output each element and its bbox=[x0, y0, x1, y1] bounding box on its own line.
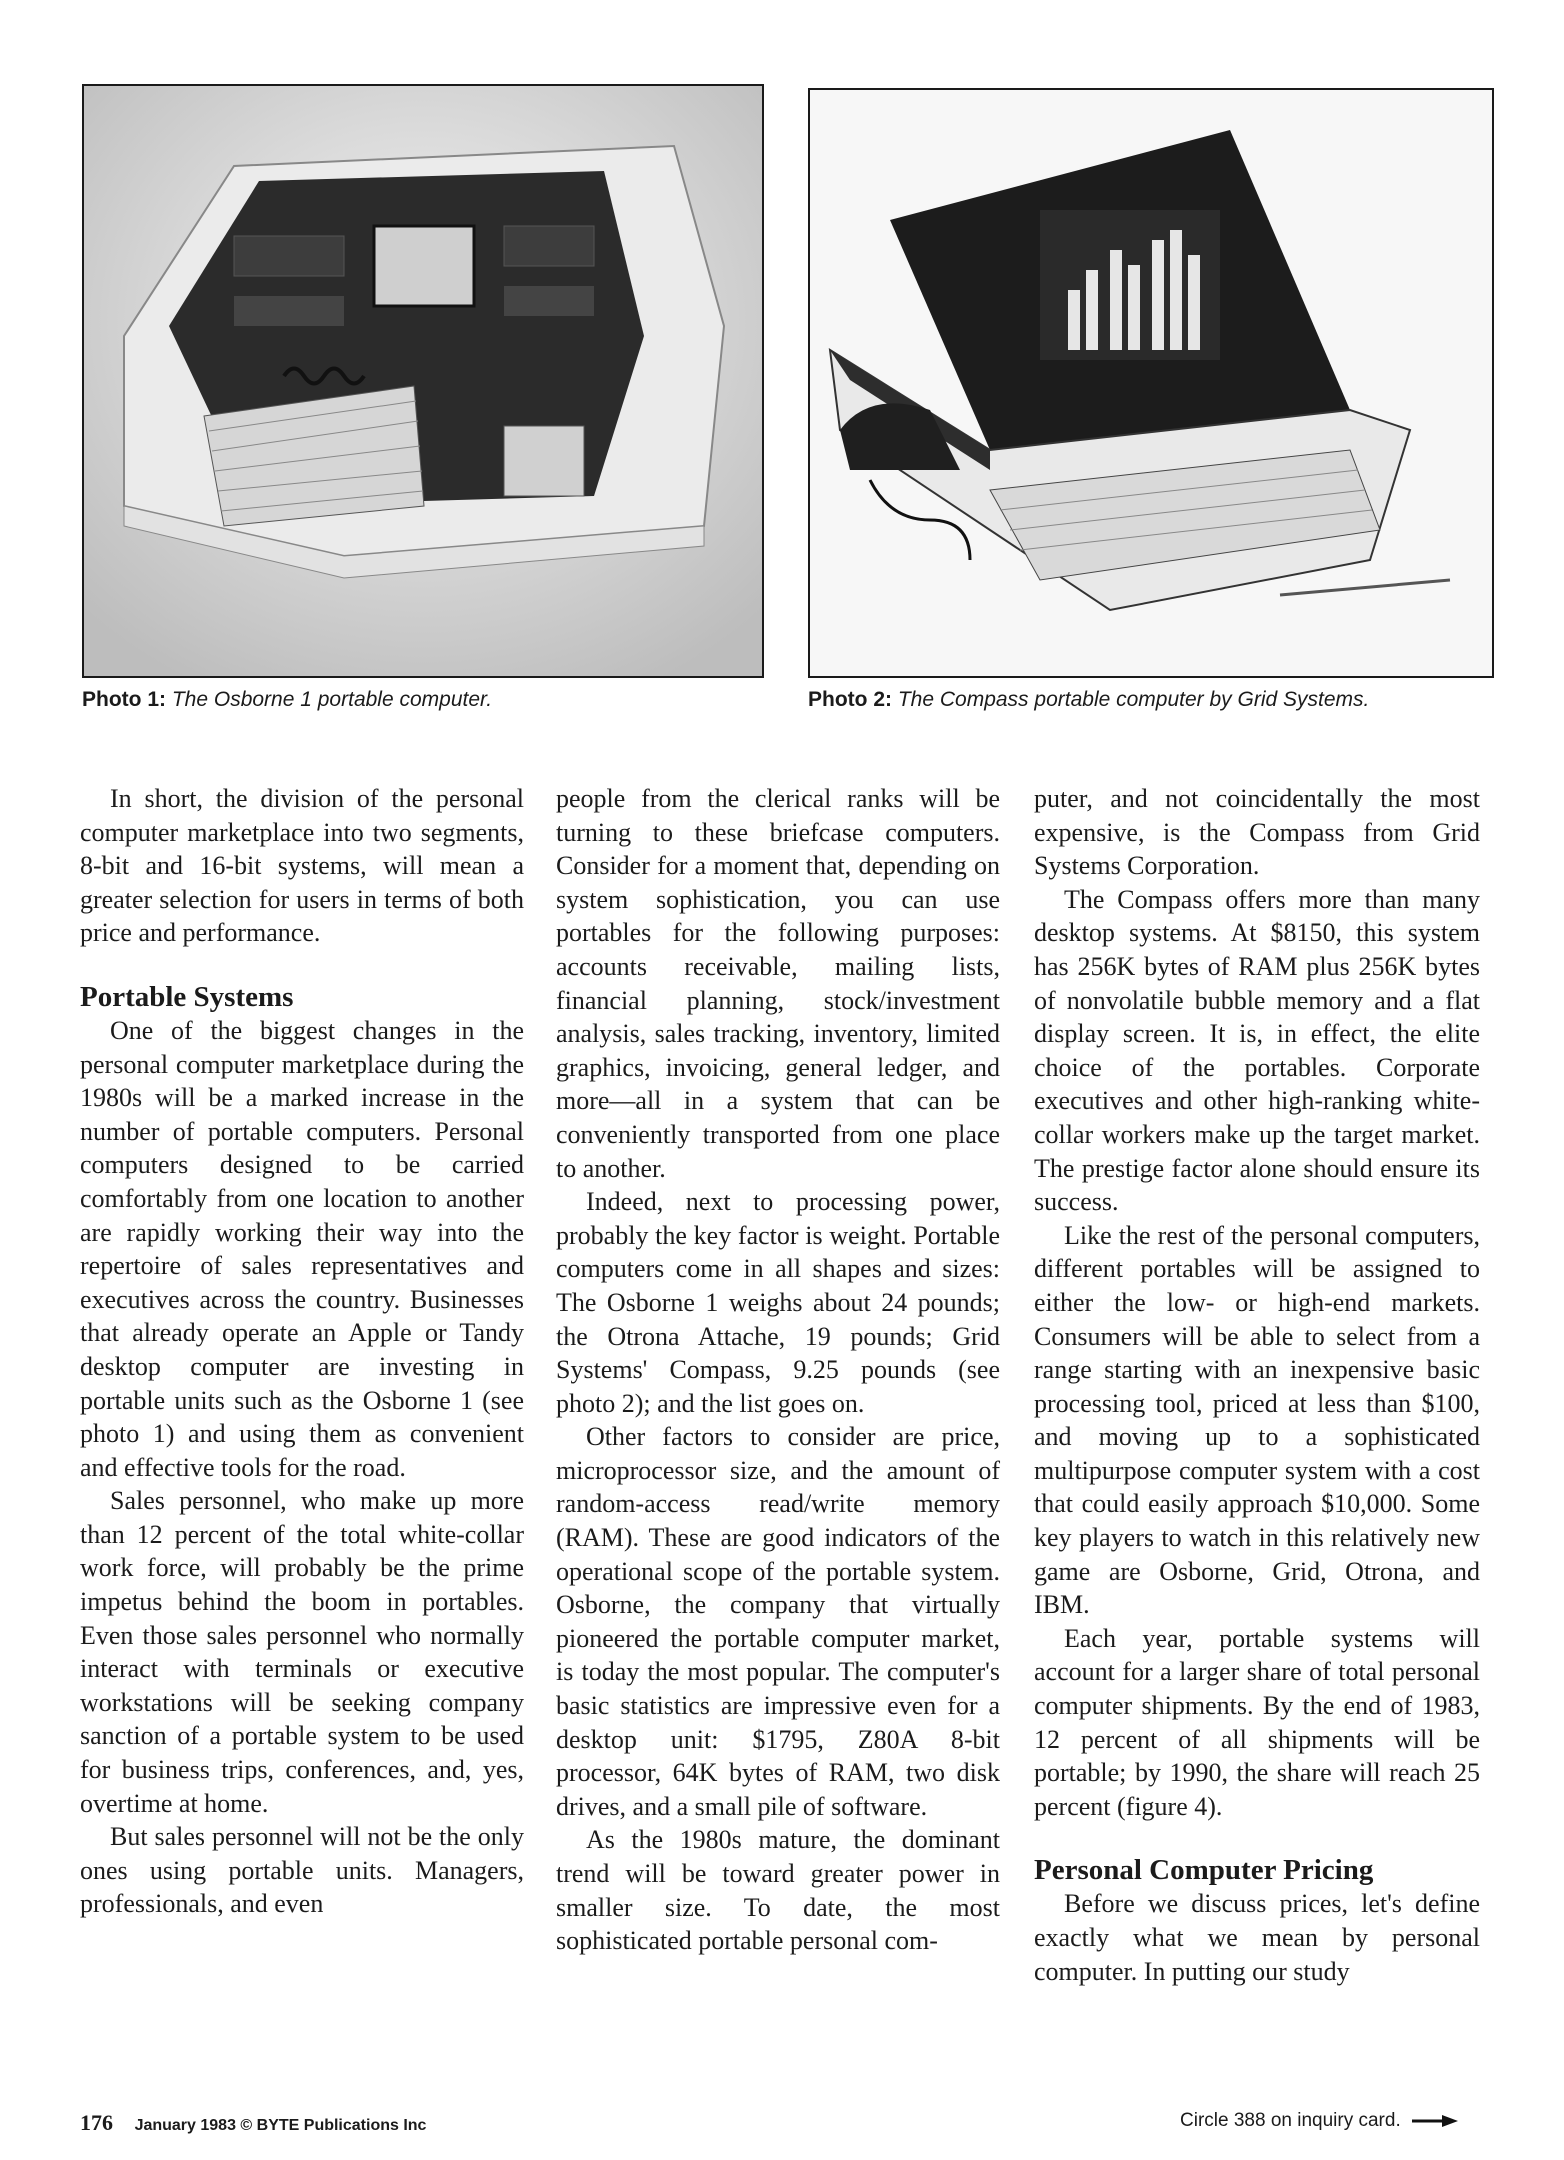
paragraph: Other factors to consider are price, microprocessor size, and the amount of random-access read/write memory (RAM). These are good indicators of the operational scope of the portable system. Osborne, the company that virtually pioneered the portable computer market, is today the most popular. The computer's basic statistics are impressive even for a desktop unit: $1795, Z80A 8-bit processor, 64K bytes of RAM, two disk drives, and a small pile of software. bbox=[556, 1422, 1000, 1821]
page-number: 176 bbox=[80, 2110, 113, 2135]
section-heading: Personal Computer Pricing bbox=[1034, 1854, 1374, 1887]
paragraph: puter, and not coincidentally the most expensive, is the Compass from Grid Systems Corporation. bbox=[1034, 784, 1480, 881]
paragraph: Indeed, next to processing power, probably the key factor is weight. Portable computers come in all shapes and sizes: The Osborne 1 weighs about 24 pounds; the Otrona Attache, 19 pounds; Grid Systems' Compass, 9.25 pounds (see photo 2); and the list goes on. bbox=[556, 1187, 1000, 1418]
page-footer-right bbox=[1180, 2110, 1458, 2132]
photo-osborne-1 bbox=[82, 84, 764, 678]
photo-compass bbox=[808, 88, 1494, 678]
inquiry-card-text: Circle 388 on inquiry card. bbox=[1180, 2110, 1401, 2131]
paragraph: The Compass offers more than many desktop systems. At $8150, this system has 256K bytes of RAM plus 256K bytes of nonvolatile bubble memory and a flat display screen. It is, in effect, the elite choice of the portables. Corporate executives and other high-ranking white-collar workers make up the target market. The prestige factor alone should ensure its success. bbox=[1034, 884, 1480, 1217]
text-column-2 bbox=[556, 782, 1000, 1958]
compass-illustration bbox=[810, 90, 1492, 676]
photo-2-caption-text: The Compass portable computer by Grid Systems. bbox=[897, 688, 1370, 711]
paragraph: In short, the division of the personal computer marketplace into two segments, 8-bit and 16-bit systems, will mean a greater selection for users in terms of both price and performance. bbox=[80, 784, 524, 948]
publication-line: January 1983 © BYTE Publications Inc bbox=[134, 2117, 427, 2134]
text-column-3 bbox=[1034, 782, 1480, 1988]
section-heading: Portable Systems bbox=[80, 980, 294, 1013]
photo-1-caption-text: The Osborne 1 portable computer. bbox=[171, 688, 493, 711]
paragraph: Each year, portable systems will account for a larger share of total personal computer shipments. By the end of 1983, 12 percent of all shipments will be portable; by 1990, the share will reach 25 percent (figure 4). bbox=[1034, 1623, 1480, 1821]
text-column-1 bbox=[80, 782, 524, 1921]
paragraph: But sales personnel will not be the only ones using portable units. Managers, professionals, and even bbox=[80, 1822, 524, 1919]
osborne-illustration bbox=[84, 86, 762, 676]
photo-1-caption bbox=[82, 688, 492, 712]
right-arrow-icon bbox=[1412, 2114, 1458, 2128]
page-footer-left bbox=[80, 2110, 426, 2136]
photo-1-label: Photo 1: bbox=[82, 688, 166, 711]
photo-2-caption bbox=[808, 688, 1369, 712]
paragraph: As the 1980s mature, the dominant trend will be toward greater power in smaller size. To date, the most sophisticated portable personal com- bbox=[556, 1825, 1000, 1956]
paragraph: Before we discuss prices, let's define exactly what we mean by personal computer. In putting our study bbox=[1034, 1889, 1480, 1986]
paragraph: people from the clerical ranks will be turning to these briefcase computers. Consider for a moment that, depending on system sophistication, you can use portables for the following purposes: accounts receivable, mailing lists, financial planning, stock/investment analysis, sales tracking, inventory, limited graphics, invoicing, general ledger, and more—all in a system that can be conveniently transported from one place to another. bbox=[556, 784, 1000, 1183]
paragraph: Like the rest of the personal computers, different portables will be assigned to either the low- or high-end markets. Consumers will be able to select from a range starting with an inexpensive basic processing tool, priced at less than $100, and moving up to a sophisticated multipurpose computer system with a cost that could easily approach $10,000. Some key players to watch in this relatively new game are Osborne, Grid, Otrona, and IBM. bbox=[1034, 1220, 1480, 1620]
paragraph: Sales personnel, who make up more than 12 percent of the total white-collar work force, will probably be the prime impetus behind the boom in portables. Even those sales personnel who normally interact with terminals or executive workstations will be seeking company sanction of a portable system to be used for business trips, conferences, and, yes, overtime at home. bbox=[80, 1486, 524, 1818]
paragraph: One of the biggest changes in the personal computer marketplace during the 1980s will be a marked increase in the number of portable computers. Personal computers designed to be carried comfortably from one location to another are rapidly working their way into the repertoire of sales representatives and executives across the country. Businesses that already operate an Apple or Tandy desktop computer are investing in portable units such as the Osborne 1 (see photo 1) and using them as convenient and effective tools for the road. bbox=[80, 1015, 524, 1482]
photo-2-label: Photo 2: bbox=[808, 688, 892, 711]
